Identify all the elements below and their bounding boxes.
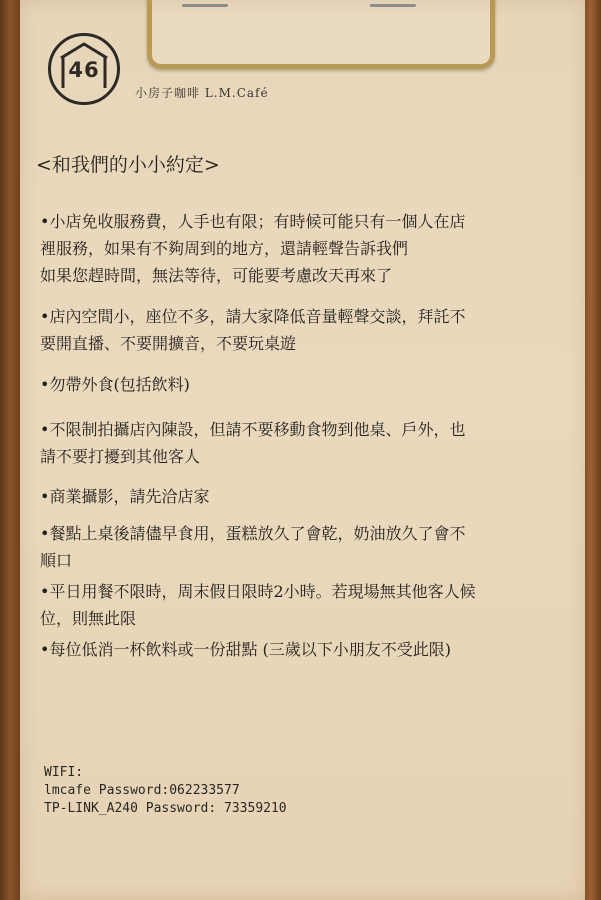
rule-line: •勿帶外食(包括飲料) [40,375,190,394]
rule-line: •每位低消一杯飲料或一份甜點 (三歲以下小朋友不受此限) [40,640,452,659]
wifi-network-line: TP-LINK_A240 Password: 73359210 [44,801,287,816]
rule-line: 裡服務，如果有不夠周到的地方，還請輕聲告訴我們 [40,239,409,258]
rule-line: 如果您趕時間，無法等待，可能要考慮改天再來了 [40,266,393,285]
clipboard-metal-clip [147,0,495,69]
page-heading: <和我們的小小約定> [36,154,220,176]
logo-number: 46 [68,58,100,82]
rule-minimum-order [40,636,451,663]
clip-slot-left [182,4,228,7]
rule-line: •商業攝影，請先洽店家 [40,487,210,506]
rule-photography [40,416,465,470]
rule-line: •店內空間小，座位不多，請大家降低音量輕聲交談，拜託不 [40,307,466,326]
cafe-name: 小房子咖啡 L.M.Café [135,86,269,100]
rule-line: •不限制拍攝店內陳設，但請不要移動食物到他桌、戶外，也 [40,420,466,439]
wifi-network-line: lmcafe Password:062233577 [44,783,240,798]
rule-eat-promptly [40,520,465,574]
clip-slot-right [370,4,416,7]
rule-no-outside-food [40,371,190,398]
rule-line: 請不要打擾到其他客人 [40,447,201,466]
rule-quiet-space [40,303,465,357]
wifi-label: WIFI: [44,765,84,780]
rule-line: •餐點上桌後請儘早食用，蛋糕放久了會乾，奶油放久了會不 [40,524,466,543]
cafe-logo [48,33,120,105]
rule-service-fee [40,208,465,289]
wifi-info [44,764,287,818]
rule-line: •小店免收服務費，人手也有限；有時候可能只有一個人在店 [40,212,466,231]
rule-commercial-photo [40,483,209,510]
rule-line: 位，則無此限 [40,609,137,628]
rule-line: •平日用餐不限時，周末假日限時2小時。若現場無其他客人候 [40,582,476,601]
rule-line: 順口 [40,551,73,570]
rule-time-limit [40,578,476,632]
rule-line: 要開直播、不要開擴音，不要玩桌遊 [40,334,297,353]
wooden-board-left-edge [0,0,22,900]
